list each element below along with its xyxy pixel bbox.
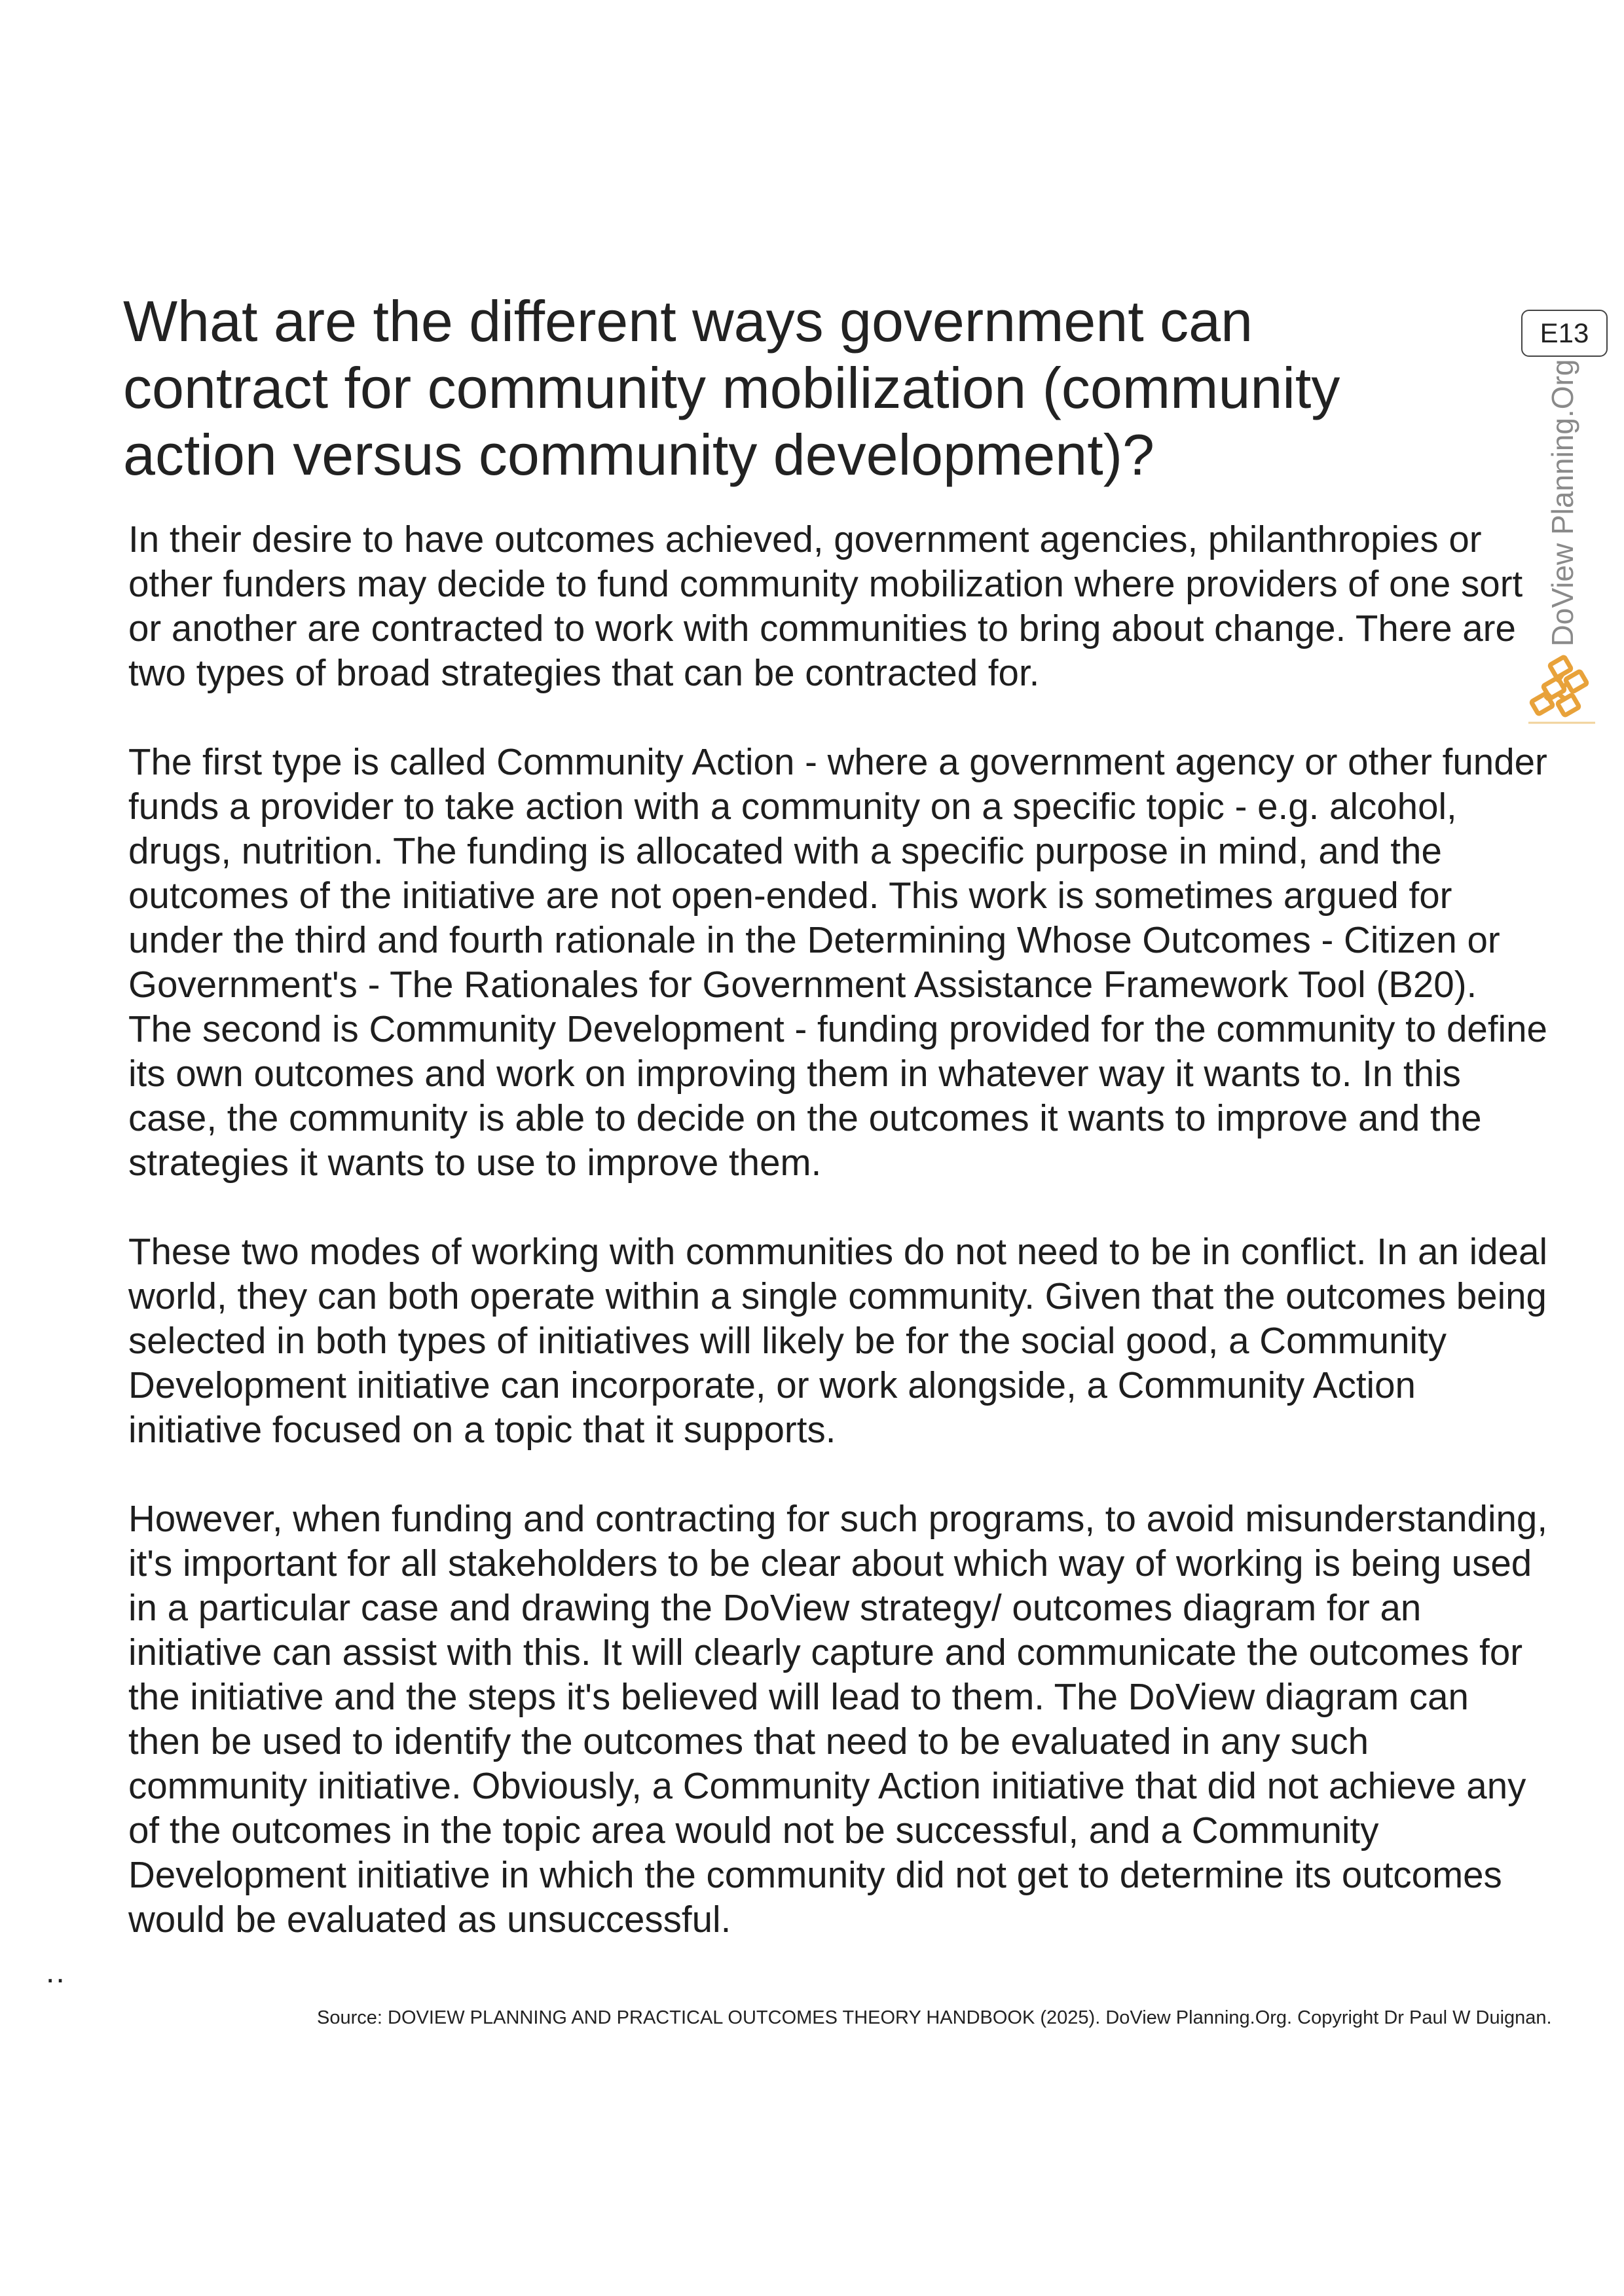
brand-label: DoView Planning.Org — [1545, 359, 1579, 647]
section-code-badge: E13 — [1521, 310, 1608, 357]
paragraph-contracting: However, when funding and contracting for such programs, to avoid misunderstanding, it's important for all stakeholders to be clear about which way of working is being used in a particular case and drawing the DoView strategy/ outcomes diagram for an initiative can assist with this. It will clearly capture and communicate the outcomes for the initiative and the steps it's believed will lead to them. The DoView diagram can then be used to identify the outcomes that need to be evaluated in any such community initiative. Obviously, a Community Action initiative that did not achieve any of the outcomes in the topic area would not be successful, and a Community Development initiative in which the community did not get to determine its outcomes would be evaluated as unsuccessful. — [128, 1498, 1548, 1940]
body-text — [128, 517, 1549, 1986]
margin-dots: .. — [46, 1955, 66, 1990]
paragraph-intro: In their desire to have outcomes achieved, government agencies, philanthropies or other funders may decide to fund community mobilization where providers of one sort or another are contracted to work with communities to bring about change. There are two types of broad strategies that can be contracted for. — [128, 519, 1523, 693]
paragraph-types: The first type is called Community Action - where a government agency or other funder funds a provider to take action with a community on a specific topic - e.g. alcohol, drugs, nutrition. The funding is allocated with a specific purpose in mind, and the outcomes of the initiative are not open-ended. This work is sometimes argued for under the third and fourth rationale in the Determining Whose Outcomes - Citizen or Government's - The Rationales for Government Assistance Framework Tool (B20). The second is Community Development - funding provided for the community to define its own outcomes and work on improving them in whatever way it wants to. In this case, the community is able to decide on the outcomes it wants to improve and the strategies it wants to use to improve them. — [128, 741, 1547, 1183]
paragraph-conflict: These two modes of working with communities do not need to be in conflict. In an ideal world, they can both operate within a single community. Given that the outcomes being selected in both types of initiatives will likely be for the social good, a Community Development initiative can incorporate, or work alongside, a Community Action initiative focused on a topic that it supports. — [128, 1231, 1548, 1450]
source-citation: Source: DOVIEW PLANNING AND PRACTICAL OUTCOMES THEORY HANDBOOK (2025). DoView Planning.Org. Copyright Dr Paul W Duignan. — [317, 2007, 1552, 2028]
page-title: What are the different ways government can contract for community mobilization (community action versus community development)? — [123, 289, 1340, 487]
